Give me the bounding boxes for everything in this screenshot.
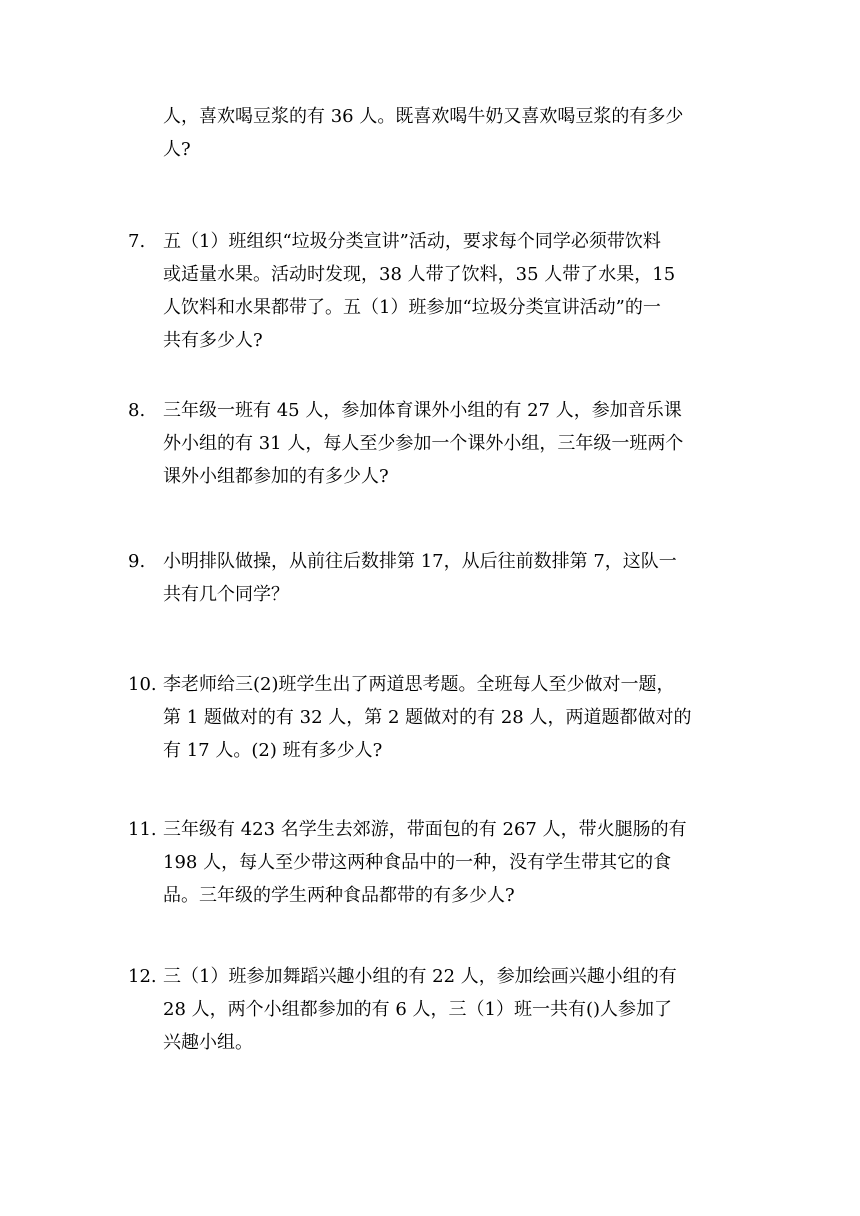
question-line: 28 人，两个小组都参加的有 6 人，三（1）班一共有()人参加了 (163, 999, 673, 1020)
question-number: 11. (128, 819, 157, 840)
question-10 (128, 668, 748, 767)
question-text (163, 668, 729, 767)
question-line: 共有多少人? (163, 330, 263, 351)
question-9 (128, 545, 748, 611)
question-line: 品。三年级的学生两种食品都带的有多少人? (163, 885, 515, 906)
question-text (163, 545, 729, 611)
question-line: 198 人，每人至少带这两种食品中的一种，没有学生带其它的食 (163, 852, 672, 873)
question-line: 三年级有 423 名学生去郊游，带面包的有 267 人，带火腿肠的有 (163, 819, 687, 840)
question-line: 小明排队做操，从前往后数排第 17，从后往前数排第 7，这队一 (163, 551, 677, 572)
question-text (163, 813, 729, 912)
question-text (163, 960, 729, 1059)
question-8 (128, 394, 748, 493)
question-line: 第 1 题做对的有 32 人，第 2 题做对的有 28 人，两道题都做对的 (163, 707, 692, 728)
question-line: 课外小组都参加的有多少人? (163, 466, 389, 487)
question-number: 12. (128, 966, 157, 987)
question-line: 人? (163, 139, 191, 160)
question-number: 9. (128, 551, 146, 572)
question-number: 8. (128, 400, 146, 421)
question-text (163, 394, 729, 493)
question-line: 三年级一班有 45 人，参加体育课外小组的有 27 人，参加音乐课 (163, 400, 682, 421)
question-line: 李老师给三(2)班学生出了两道思考题。全班每人至少做对一题， (163, 674, 675, 695)
question-line: 五（1）班组织“垃圾分类宣讲”活动，要求每个同学必须带饮料 (163, 231, 661, 252)
question-11 (128, 813, 748, 912)
question-line: 或适量水果。活动时发现，38 人带了饮料，35 人带了水果，15 (163, 264, 676, 285)
question-number: 10. (128, 674, 157, 695)
question-6-continuation (128, 100, 748, 166)
question-line: 三（1）班参加舞蹈兴趣小组的有 22 人，参加绘画兴趣小组的有 (163, 966, 677, 987)
question-text (163, 225, 729, 357)
question-line: 兴趣小组。 (163, 1032, 253, 1053)
question-line: 外小组的有 31 人，每人至少参加一个课外小组，三年级一班两个 (163, 433, 684, 454)
question-text (163, 100, 729, 166)
question-line: 共有几个同学？ (163, 584, 289, 605)
question-12 (128, 960, 748, 1059)
question-line: 人饮料和水果都带了。五（1）班参加“垃圾分类宣讲活动”的一 (163, 297, 661, 318)
question-number: 7. (128, 231, 146, 252)
question-line: 有 17 人。(2) 班有多少人? (163, 740, 383, 761)
question-line: 人，喜欢喝豆浆的有 36 人。既喜欢喝牛奶又喜欢喝豆浆的有多少 (163, 106, 684, 127)
question-7 (128, 225, 748, 357)
